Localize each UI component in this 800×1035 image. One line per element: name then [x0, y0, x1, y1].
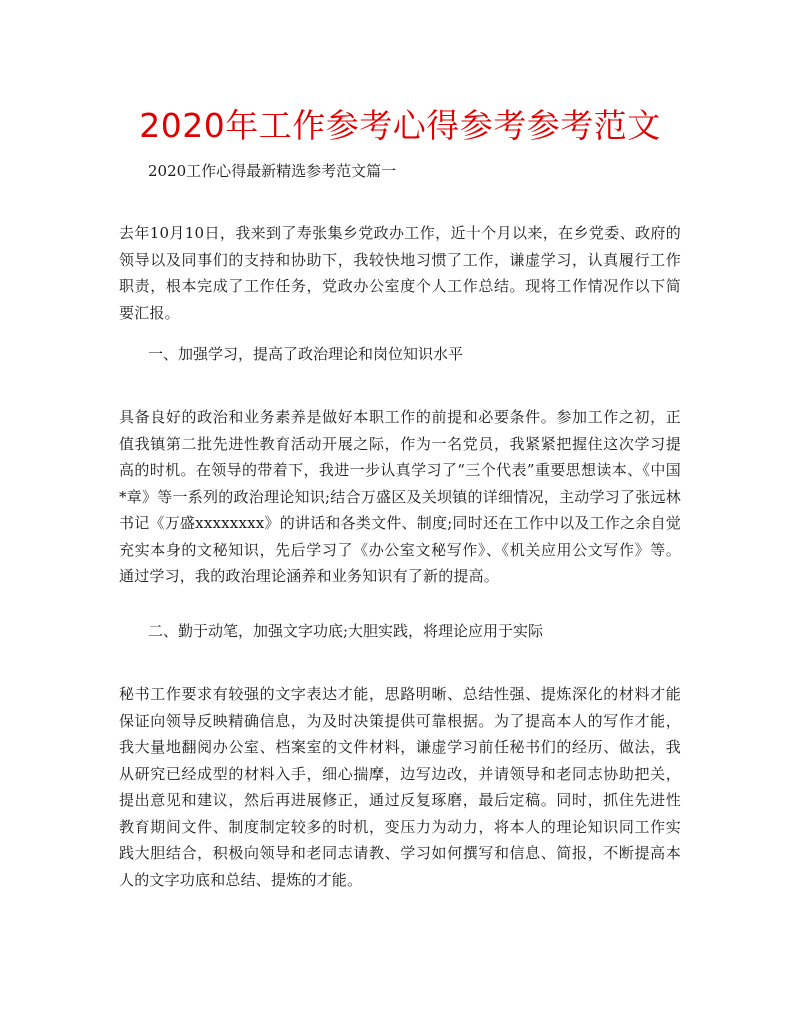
paragraph-1: 去年10月10日，我来到了寿张集乡党政办工作，近十个月以来，在乡党委、政府的领导以及同事们的支持和协助下，我较快地习惯了工作，谦虚学习，认真履行工作职责，根本完成了工作任务，党政办公室度个人工作总结。现将工作情况作以下简要汇报。 [119, 224, 681, 322]
paragraph-2: 具备良好的政治和业务素养是做好本职工作的前提和必要条件。参加工作之初，正值我镇第二批先进性教育活动开展之际，作为一名党员，我紧紧把握住这次学习提高的时机。在领导的带着下，我进一步认真学习了“三个代表”重要思想读本、《中国*章》等一系列的政治理论知识;结合万盛区及关坝镇的详细情况，主动学习了张远林书记《万盛xxxxxxxx》的讲话和各类文件、制度;同时还在工作中以及工作之余自觉充实本身的文秘知识，先后学习了《办公室文秘写作》、《机关应用公文写作》等。通过学习，我的政治理论涵养和业务知识有了新的提高。 [119, 408, 681, 585]
section-heading-1: 一、加强学习，提高了政治理论和岗位知识水平 [148, 345, 464, 363]
document-title: 2020年工作参考心得参考参考范文 [139, 106, 661, 145]
paragraph-3: 秘书工作要求有较强的文字表达才能，思路明晰、总结性强、提炼深化的材料才能保证向领导反映精确信息，为及时决策提供可靠根据。为了提高本人的写作才能，我大量地翻阅办公室、档案室的文件材料，谦虚学习前任秘书们的经历、做法，我从研究已经成型的材料入手，细心揣摩，边写边改，并请领导和老同志协助把关，提出意见和建议，然后再进展修正，通过反复琢磨，最后定稿。同时，抓住先进性教育期间文件、制度制定较多的时机，变压力为动力，将本人的理论知识同工作实践大胆结合，积极向领导和老同志请教、学习如何撰写和信息、简报，不断提高本人的文字功底和总结、提炼的才能。 [119, 685, 681, 889]
document-subtitle: 2020工作心得最新精选参考范文篇一 [148, 162, 397, 180]
section-heading-2: 二、勤于动笔，加强文字功底;大胆实践，将理论应用于实际 [148, 622, 544, 640]
